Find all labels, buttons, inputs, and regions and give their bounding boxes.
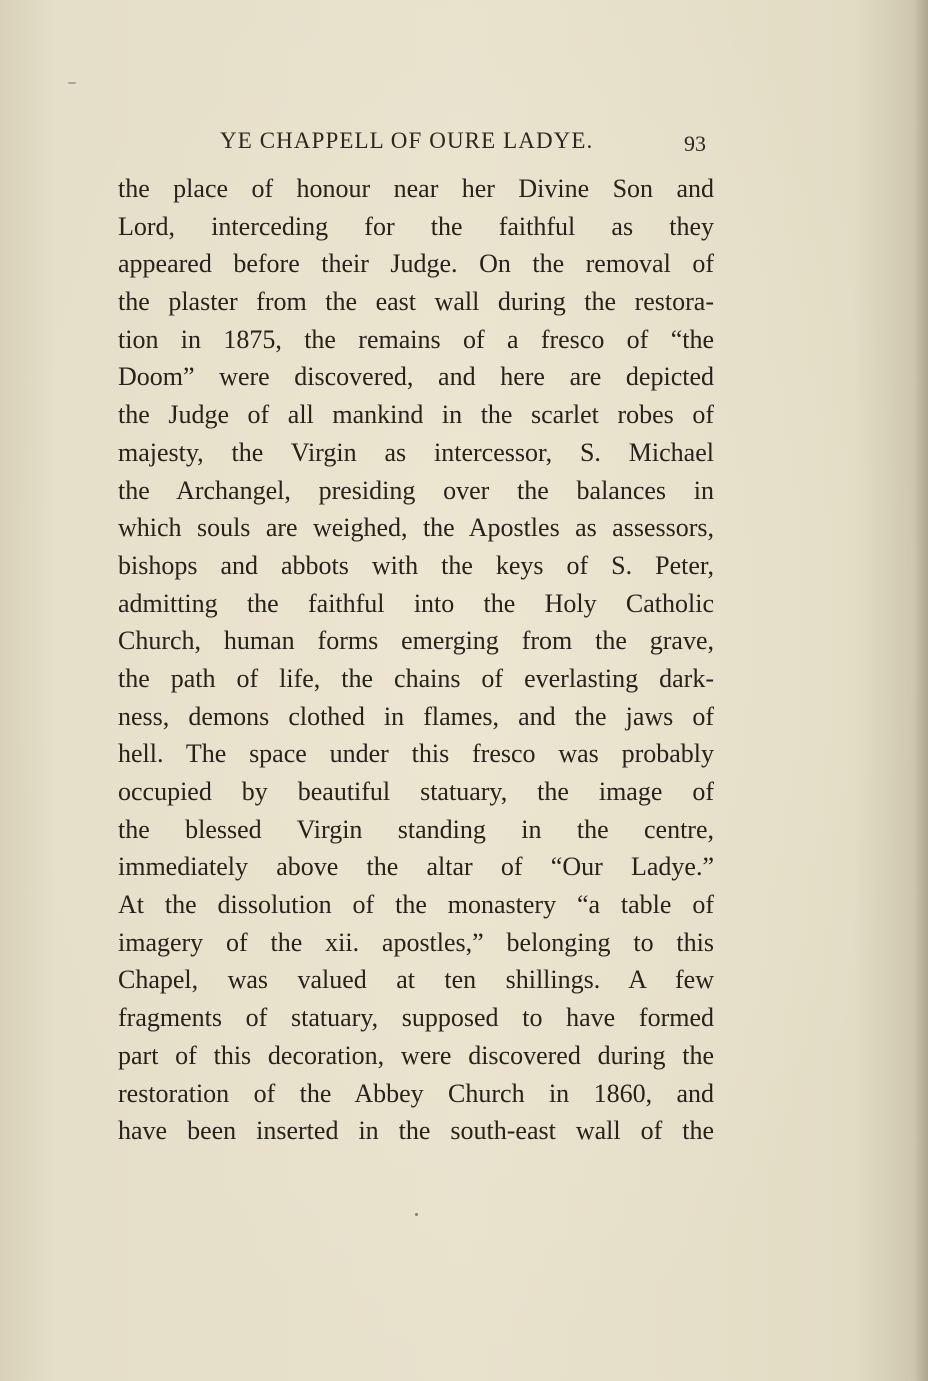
text-line: which souls are weighed, the Apostles as assessors, — [118, 513, 714, 543]
text-line: Lord, interceding for the faithful as they — [118, 211, 714, 241]
text-line: the place of honour near her Divine Son and — [118, 174, 714, 203]
page-number: 93 — [684, 131, 706, 156]
text-line: immediately above the altar of “Our Ladye.” — [118, 852, 714, 882]
text-line: appeared before their Judge. On the removal of — [118, 249, 714, 279]
text-line: the Judge of all mankind in the scarlet robes of — [118, 400, 714, 430]
text-line: majesty, the Virgin as intercessor, S. Michael — [118, 437, 714, 467]
text-line: the Archangel, presiding over the balances in — [118, 475, 714, 505]
text-line: ness, demons clothed in flames, and the jaws of — [118, 701, 714, 731]
text-line: Doom” were discovered, and here are depicted — [118, 362, 714, 392]
text-line: admitting the faithful into the Holy Catholic — [118, 588, 714, 618]
page-edge-shadow — [914, 0, 928, 1381]
text-line: imagery of the xii. apostles,” belonging to this — [118, 927, 714, 957]
text-line: hell. The space under this fresco was probably — [118, 739, 714, 769]
paper-speck — [415, 1213, 418, 1216]
body-text — [118, 170, 714, 1150]
text-line: the blessed Virgin standing in the centre, — [118, 814, 714, 844]
text-line: fragments of statuary, supposed to have formed — [118, 1003, 714, 1033]
text-line: At the dissolution of the monastery “a table of — [118, 890, 714, 920]
paper-speck — [68, 82, 76, 84]
text-line: Church, human forms emerging from the grave, — [118, 626, 714, 656]
text-line: bishops and abbots with the keys of S. Peter, — [118, 550, 714, 580]
text-line: tion in 1875, the remains of a fresco of “the — [118, 324, 714, 354]
text-line: the plaster from the east wall during the restora- — [118, 287, 714, 317]
running-title: YE CHAPPELL OF OURE LADYE. — [220, 128, 594, 153]
text-line: occupied by beautiful statuary, the image of — [118, 777, 714, 806]
text-line: Chapel, was valued at ten shillings. A few — [118, 965, 714, 995]
text-line: restoration of the Abbey Church in 1860, and — [118, 1078, 714, 1108]
text-line: have been inserted in the south-east wall of the — [118, 1116, 714, 1146]
running-header — [118, 128, 714, 162]
text-line: part of this decoration, were discovered during the — [118, 1040, 714, 1070]
text-line: the path of life, the chains of everlasting dark- — [118, 663, 714, 693]
